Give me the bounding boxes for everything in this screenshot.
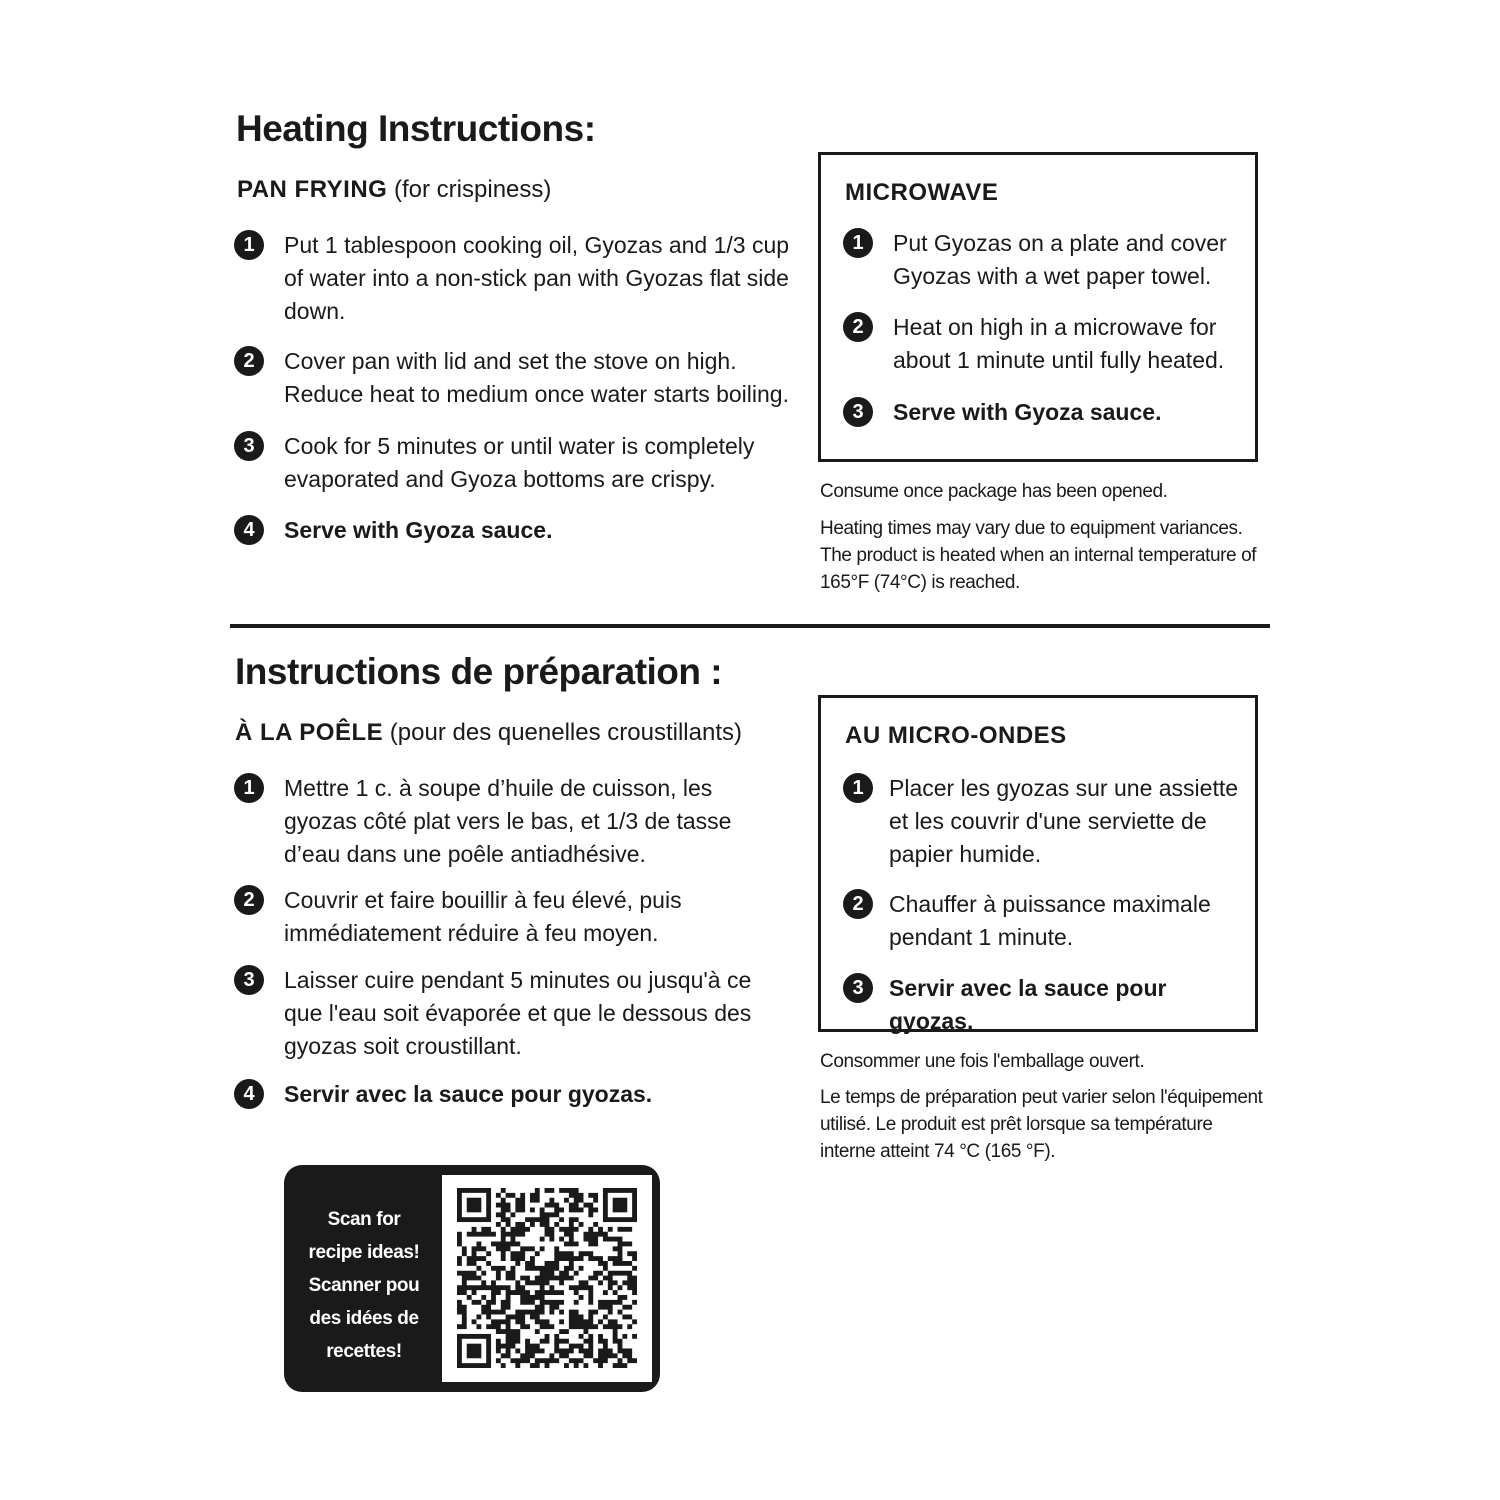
step-number: 2	[843, 889, 873, 919]
micro-step-1-en	[843, 227, 1238, 293]
pan-frying-note: (for crispiness)	[394, 176, 552, 203]
pan-step-4-en	[234, 514, 799, 547]
step-number: 4	[234, 515, 264, 545]
step-text: Mettre 1 c. à soupe d’huile de cuisson, les gyozas côté plat vers le bas, et 1/3 de tasse d’eau dans une poêle antiadhésive.	[284, 775, 732, 867]
pan-frying-label: À LA POÊLE	[235, 719, 384, 746]
step-text: Heat on high in a microwave for about 1 minute until fully heated.	[893, 314, 1225, 373]
step-text: Put 1 tablespoon cooking oil, Gyozas and 1/3 cup of water into a non-stick pan with Gyozas flat side down.	[284, 232, 790, 324]
consume-note-en: Consume once package has been opened.	[820, 481, 1168, 502]
step-number: 3	[234, 431, 264, 461]
step-text: Cover pan with lid and set the stove on high. Reduce heat to medium once water starts boiling.	[284, 348, 789, 407]
preparation-time-note-fr: Le temps de préparation peut varier selon l'équipement utilisé. Le produit est prêt lorsque sa température interne atteint 74 °C (165 °F).	[820, 1087, 1263, 1162]
microwave-title-fr: AU MICRO-ONDES	[845, 722, 1067, 749]
micro-step-2-en	[843, 311, 1238, 377]
pan-step-1-en	[234, 229, 799, 328]
qr-line: recipe ideas!	[308, 1242, 420, 1263]
step-text: Cook for 5 minutes or until water is completely evaporated and Gyoza bottoms are crispy.	[284, 433, 755, 492]
micro-step-3-en	[843, 396, 1238, 429]
step-number: 2	[234, 346, 264, 376]
step-text: Placer les gyozas sur une assiette et les couvrir d'une serviette de papier humide.	[889, 775, 1239, 867]
step-number: 4	[234, 1079, 264, 1109]
pan-step-3-en	[234, 430, 799, 496]
consume-note-fr: Consommer une fois l'emballage ouvert.	[820, 1051, 1145, 1072]
step-text: Laisser cuire pendant 5 minutes ou jusqu'à ce que l'eau soit évaporée et que le dessous des gyozas soit croustillant.	[284, 967, 752, 1059]
step-text: Servir avec la sauce pour gyozas.	[889, 975, 1167, 1034]
section-divider	[230, 624, 1270, 628]
step-number: 3	[843, 973, 873, 1003]
heading-fr: Instructions de préparation :	[235, 651, 723, 692]
microwave-box-en	[818, 152, 1258, 462]
step-number: 1	[234, 230, 264, 260]
qr-promo-block	[284, 1165, 660, 1392]
heating-times-note-en: Heating times may vary due to equipment variances. The product is heated when an internal temperature of 165°F (74°C) is reached.	[820, 518, 1257, 593]
pan-step-2-en	[234, 345, 799, 411]
step-number: 1	[843, 773, 873, 803]
step-number: 3	[234, 965, 264, 995]
pan-frying-label: PAN FRYING	[237, 176, 388, 203]
micro-step-1-fr	[843, 772, 1238, 871]
micro-step-3-fr	[843, 972, 1238, 1038]
qr-line: Scanner pou	[308, 1275, 420, 1296]
step-text: Chauffer à puissance maximale pendant 1 minute.	[889, 891, 1211, 950]
step-number: 2	[843, 312, 873, 342]
heading-en: Heating Instructions:	[236, 108, 596, 149]
step-number: 1	[843, 228, 873, 258]
pan-frying-subheading-en	[237, 176, 551, 204]
qr-line: Scan for	[327, 1209, 401, 1230]
step-number: 1	[234, 773, 264, 803]
pan-step-4-fr	[234, 1078, 789, 1111]
qr-line: recettes!	[326, 1341, 402, 1362]
step-text: Serve with Gyoza sauce.	[893, 399, 1162, 425]
step-text: Couvrir et faire bouillir à feu élevé, puis immédiatement réduire à feu moyen.	[284, 887, 682, 946]
pan-frying-subheading-fr	[235, 719, 742, 747]
pan-step-2-fr	[234, 884, 789, 950]
pan-frying-note: (pour des quenelles croustillants)	[389, 719, 742, 746]
step-text: Serve with Gyoza sauce.	[284, 517, 553, 543]
qr-promo-text	[290, 1203, 438, 1368]
qr-code-frame[interactable]	[442, 1175, 652, 1382]
pan-step-1-fr	[234, 772, 789, 871]
microwave-box-fr	[818, 695, 1258, 1032]
qr-finder-pattern	[459, 1336, 488, 1365]
qr-finder-pattern	[459, 1190, 488, 1219]
microwave-title-en: MICROWAVE	[845, 179, 999, 206]
step-text: Servir avec la sauce pour gyozas.	[284, 1081, 653, 1107]
step-text: Put Gyozas on a plate and cover Gyozas with a wet paper towel.	[893, 230, 1227, 289]
micro-step-2-fr	[843, 888, 1238, 954]
pan-step-3-fr	[234, 964, 789, 1063]
qr-finder-pattern	[605, 1190, 634, 1219]
qr-line: des idées de	[309, 1308, 419, 1329]
qr-code-icon[interactable]	[457, 1188, 637, 1368]
step-number: 2	[234, 885, 264, 915]
step-number: 3	[843, 397, 873, 427]
